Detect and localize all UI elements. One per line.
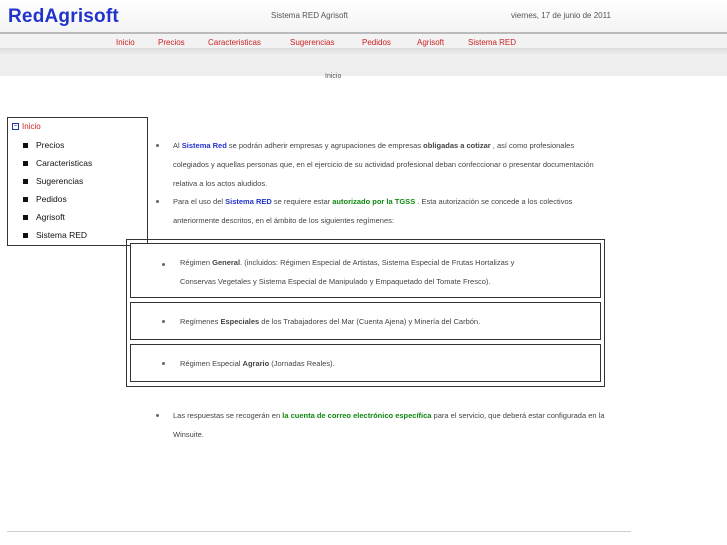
text: Para el uso del [173,197,226,206]
text-line: colegiados y aquellas personas que, en el ejercicio de su actividad profesional deban confeccionar o presentar documentación [173,160,594,169]
bold-text: Agrario [242,359,270,368]
highlight-text: autorizado por la TGSS [332,197,416,206]
nav-item-sugerencias[interactable]: Sugerencias [290,38,335,47]
logo[interactable]: RedAgrisoft [8,6,119,27]
nav-item-agrisoft[interactable]: Agrisoft [417,38,445,47]
regimes-table [126,239,605,387]
nav-item-pedidos[interactable]: Pedidos [362,38,391,47]
tree-item-sugerencias[interactable] [23,176,83,186]
bullet-icon [156,144,159,147]
nav-item-sistema-red[interactable]: Sistema RED [468,38,517,47]
tree-item-agrisoft[interactable] [23,212,65,222]
paragraph-2 [173,192,718,230]
text: se requiere estar [271,197,333,206]
bold-text: Especiales [220,317,260,326]
tree-item-label: Caracteristicas [36,158,93,168]
nav-item-caracteristicas[interactable]: Caracteristicas [208,38,261,47]
bullet-icon [162,320,165,323]
square-bullet-icon [23,197,28,202]
bullet-icon [162,362,165,365]
site-title: Sistema RED Agrisoft [271,11,348,20]
square-bullet-icon [23,143,28,148]
text-line: anteriormente descritos, en el ámbito de los siguientes regímenes: [173,216,394,225]
square-bullet-icon [23,161,28,166]
nav-item-precios[interactable]: Precios [158,38,185,47]
collapse-icon[interactable]: − [13,123,18,130]
tree-item-precios[interactable] [23,140,64,150]
square-bullet-icon [23,215,28,220]
regime-especiales-text [180,312,600,331]
regime-general-box [130,243,601,298]
highlight-text: Sistema RED [225,197,272,206]
text: Regímenes [180,317,221,326]
header [0,0,727,76]
tree-item-label: Precios [36,140,65,150]
text: se podrán adherir empresas y agrupaciones de empresas [226,141,424,150]
bullet-icon [156,414,159,417]
text: Al [173,141,182,150]
text-line: Winsuite. [173,430,204,439]
nav-shadow [0,48,727,56]
paragraph-1 [173,136,718,193]
text: , así como profesionales [490,141,575,150]
bullet-icon [162,263,165,266]
text-line: Conservas Vegetales y Sistema Especial de Manipulado y Empaquetado del Tomate Fresco). [180,277,491,286]
tree-item-label: Sistema RED [36,230,88,240]
tree-item-label: Agrisoft [36,212,65,222]
tree-item-pedidos[interactable] [23,194,67,204]
highlight-text: Sistema Red [181,141,227,150]
bullet-icon [156,200,159,203]
breadcrumb: Inicio [325,73,342,80]
regime-especiales-box [130,302,601,340]
text: . Esta autorización se concede a los colectivos [415,197,573,206]
top-nav [0,36,727,48]
bold-text: obligadas a cotizar [423,141,491,150]
regime-agrario-text [180,354,600,373]
square-bullet-icon [23,233,28,238]
header-divider [0,32,727,34]
bold-text: General [212,258,241,267]
regime-general-text [180,253,600,291]
text: Las respuestas se recogerán en [173,411,283,420]
regime-agrario-box [130,344,601,382]
tree-item-label: Pedidos [36,194,67,204]
square-bullet-icon [23,179,28,184]
tree-root-label: Inicio [22,122,41,131]
highlight-text: la cuenta de correo electrónico específica [282,411,432,420]
text-line: relativa a los actos aludidos. [173,179,268,188]
tree-item-sistema-red[interactable] [23,230,87,240]
tree-root[interactable] [12,122,41,131]
tree-item-label: Sugerencias [36,176,84,186]
text: para el servicio, que deberá estar configurada en la [431,411,605,420]
paragraph-3 [173,406,725,444]
footer-divider [7,531,631,532]
nav-item-inicio[interactable]: Inicio [116,38,135,47]
text: (Jornadas Reales). [269,359,335,368]
sidebar-tree [7,117,148,246]
text: Régimen [180,258,213,267]
tree-item-caracteristicas[interactable] [23,158,92,168]
text: de los Trabajadores del Mar (Cuenta Ajena) y Minería del Carbón. [259,317,481,326]
text: . (incluidos: Régimen Especial de Artistas, Sistema Especial de Frutas Hortalizas y [240,258,515,267]
date-label: viernes, 17 de junio de 2011 [511,11,611,20]
text: Régimen Especial [180,359,243,368]
